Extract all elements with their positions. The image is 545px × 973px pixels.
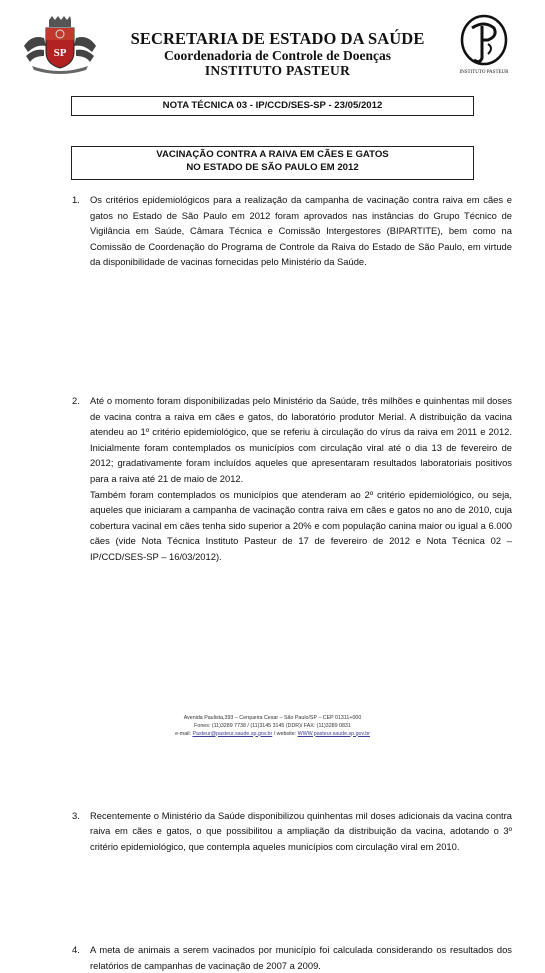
item-text: Até o momento foram disponibilizadas pelo Ministério da Saúde, três milhões e quinhentas mil doses de vacina contra a raiva em cães e gatos, do laboratório produtor Merial. A distribuição da vacina atendeu ao 1º critério epidemiológico, que se referiu à circulação do vírus da raiva em 2011 e 2012. Inicialmente foram contemplados os municípios com circulação viral até o dia 13 de fevereiro de 2012; gradativamente foram incluídos aqueles que apresentaram resultados laboratoriais positivos para a raiva até 21 de maio de 2012. (90, 394, 512, 484)
instituto-title: INSTITUTO PASTEUR (204, 63, 351, 78)
footer-phones: Fones: (11)3289 7738 / (11)3145 3145 (DDR)/ FAX: (11)3289 0831 (194, 722, 351, 729)
nota-tecnica-title: NOTA TÉCNICA 03 - IP/CCD/SES-SP - 23/05/2012 (162, 100, 383, 111)
email-link[interactable]: Pasteur@pasteur.saude.sp.gov.br (192, 730, 273, 737)
footer-address: Avenida Paulista,393 – Cerqueira Cesar – São Paulo/SP – CEP 01311+000 (183, 715, 362, 721)
website-label: / website: (273, 730, 297, 737)
list-item (72, 942, 512, 973)
footer (0, 715, 545, 738)
secretaria-title: SECRETARIA DE ESTADO DA SAÚDE (130, 29, 425, 48)
subject-line-2: NO ESTADO DE SÃO PAULO EM 2012 (186, 162, 359, 173)
svg-text:SP: SP (53, 47, 67, 59)
coordenadoria-title: Coordenadoria de Controle de Doenças (164, 48, 391, 63)
item-number: 2. (72, 394, 80, 406)
item-number: 3. (72, 809, 80, 821)
footer-contacts (0, 731, 545, 739)
item-number: 4. (72, 944, 80, 956)
letterhead (0, 0, 545, 95)
nota-tecnica-box (71, 96, 474, 116)
sao-paulo-coat-of-arms-icon (22, 16, 98, 74)
item-text-continuation: Também foram contemplados os municípios que atenderam ao 2º critério epidemiológico, ou seja, aqueles que iniciaram a campanha de vacinação contra raiva em cães e gatos no ano de 2010, cuja cobertura vacinal em cães tenha sido superior a 20% e com população canina maior ou igual a 6.000 cães (vide Nota Técnica Instituto Pasteur de 17 de fevereiro de 2012 e Nota Técnica 02 – IP/CCD/SES-SP – 16/03/2012). (90, 488, 512, 562)
svg-text:INSTITUTO PASTEUR: INSTITUTO PASTEUR (459, 70, 509, 75)
website-link[interactable]: WWW.pasteur.saude.sp.gov.br (297, 730, 370, 737)
letterhead-titles (100, 30, 455, 78)
item-number: 1. (72, 194, 80, 205)
item-text: Os critérios epidemiológicos para a realização da campanha de vacinação contra raiva em cães e gatos no Estado de São Paulo em 2012 foram aprovados nas instâncias do Grupo Técnico de Vigilância em Saúde, Câmara Técnica e Comissão Intergestores (BIPARTITE), bem como na Comissão de Coordenação do Programa de Controle da Raiva do Estado de São Paulo, em virtude da disponibilidade de vacinas fornecidas pelo Ministério da Saúde. (90, 194, 512, 268)
instituto-pasteur-logo-icon (458, 14, 510, 76)
item-text: A meta de animais a serem vacinados por município foi calculada considerando os resultados dos relatórios de campanhas de vacinação de 2007 a 2009. (90, 944, 512, 971)
item-text: Recentemente o Ministério da Saúde disponibilizou quinhentas mil doses adicionais da vacina contra raiva em cães e gatos, o que possibilitou a ampliação da distribuição da vacina, adotando o 3º critério epidemiológico, que contempla aqueles municípios com circulação viral em 2010. (90, 809, 512, 852)
list-item (72, 393, 512, 565)
subject-line-1: VACINAÇÃO CONTRA A RAIVA EM CÃES E GATOS (156, 149, 389, 160)
list-item (72, 192, 512, 270)
email-label: e-mail: (175, 730, 191, 737)
list-item (72, 808, 512, 855)
subject-box (71, 146, 474, 180)
